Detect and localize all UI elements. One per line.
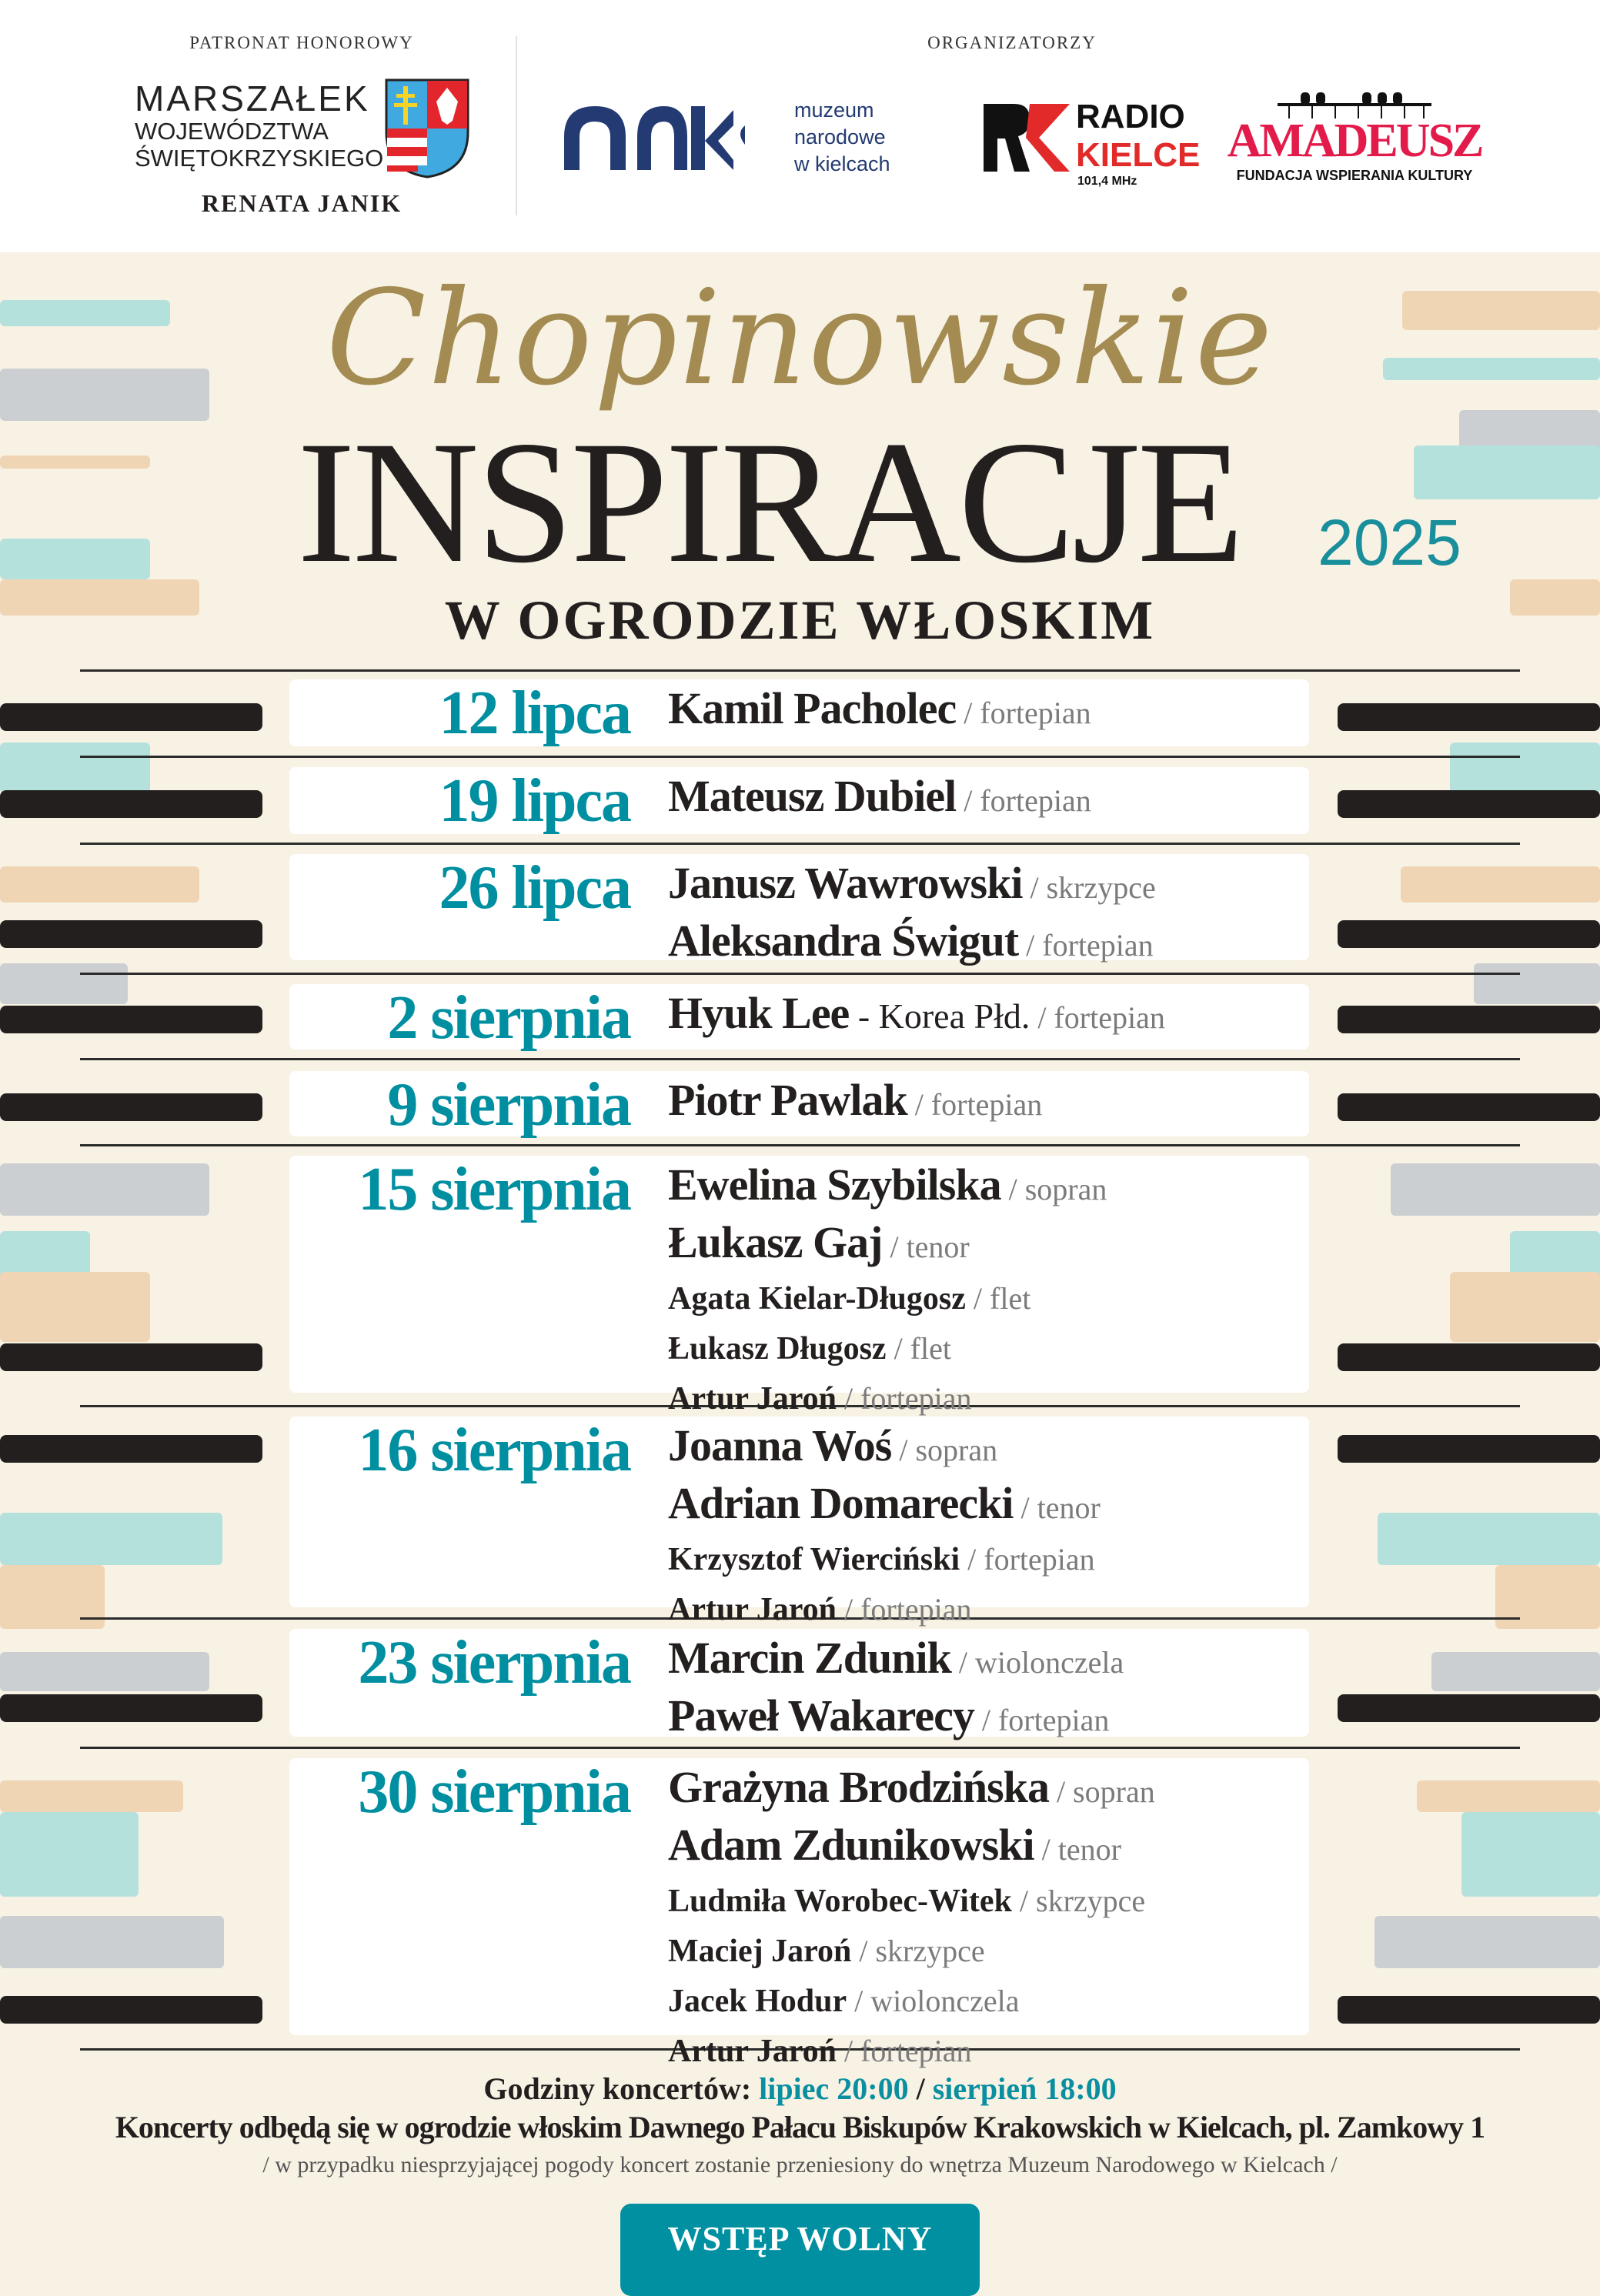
decorative-bar xyxy=(1391,1163,1600,1216)
radio-kielce-logo-icon xyxy=(984,104,1072,173)
performer xyxy=(668,1635,1124,1693)
performer-instrument: / tenor xyxy=(1013,1490,1101,1525)
performer-name: Adrian Domarecki xyxy=(668,1478,1014,1528)
decorative-bar xyxy=(1450,743,1600,793)
performer-name: Grażyna Brodzińska xyxy=(668,1762,1049,1812)
performer-instrument: / fortepian xyxy=(1018,928,1154,963)
concert-row xyxy=(289,1758,1309,2069)
radio-line1: RADIO xyxy=(1076,98,1185,135)
concert-row xyxy=(289,1071,1309,1139)
performer-instrument: / fortepian xyxy=(956,696,1091,730)
free-entry-badge: WSTĘP WOLNY xyxy=(620,2204,980,2296)
patronage-label: PATRONAT HONOROWY xyxy=(189,33,414,52)
marshal-line3: ŚWIĘTOKRZYSKIEGO xyxy=(135,145,384,172)
decorative-bar xyxy=(1375,1916,1600,1968)
performer-instrument: / fortepian xyxy=(836,1381,972,1416)
piano-key-left xyxy=(0,1093,262,1121)
museum-line3: w kielcach xyxy=(794,152,890,175)
piano-key-left xyxy=(0,703,262,731)
title-year: 2025 xyxy=(1318,506,1461,579)
performer-instrument: / fortepian xyxy=(960,1542,1095,1577)
weather-note: / w przypadku niesprzyjającej pogody koncert zostanie przeniesiony do wnętrza Muzeum Narodowego w Kielcach / xyxy=(262,2152,1338,2178)
hours-august: sierpień 18:00 xyxy=(932,2071,1117,2106)
concert-date: 12 lipca xyxy=(439,679,630,747)
divider-line xyxy=(80,843,1520,845)
performer-instrument: / fortepian xyxy=(956,783,1091,818)
piano-key-right xyxy=(1338,1006,1600,1033)
performer-list xyxy=(668,860,1156,976)
piano-key-left xyxy=(0,920,262,948)
performer-origin: - Korea Płd. xyxy=(849,996,1030,1036)
radio-kielce-name xyxy=(1076,100,1200,188)
coat-of-arms-icon xyxy=(385,78,469,179)
header-divider xyxy=(516,36,517,215)
radio-line2: KIELCE xyxy=(1076,136,1201,174)
decorative-bar xyxy=(0,1916,224,1968)
decorative-bar xyxy=(1417,1780,1600,1812)
sponsors-header xyxy=(0,0,1600,252)
piano-key-left xyxy=(0,1694,262,1722)
divider-line xyxy=(80,1144,1520,1146)
concert-row xyxy=(289,1417,1309,1627)
performer-instrument: / fortepian xyxy=(836,1592,972,1627)
performer xyxy=(668,1420,1101,1480)
amadeusz-logo xyxy=(1208,92,1501,185)
concert-date: 16 sierpnia xyxy=(358,1417,630,1484)
performer xyxy=(668,1690,1124,1750)
hours-july: lipiec 20:00 xyxy=(759,2071,909,2106)
marshal-line2: WOJEWÓDZTWA xyxy=(135,118,329,145)
piano-key-left xyxy=(0,1435,262,1463)
performer-name: Ewelina Szybilska xyxy=(668,1160,1001,1210)
performer-name: Kamil Pacholec xyxy=(668,683,957,733)
hours-separator: / xyxy=(908,2071,933,2106)
performer xyxy=(668,1880,1155,1930)
amadeusz-name: AMADEUSZ xyxy=(1227,115,1482,167)
piano-key-left xyxy=(0,1006,262,1033)
mnk-museum-logo-icon xyxy=(560,102,768,172)
performer-instrument: / tenor xyxy=(882,1230,970,1264)
performer-name: Krzysztof Wierciński xyxy=(668,1542,960,1577)
performer xyxy=(668,1162,1107,1220)
performer xyxy=(668,1538,1101,1588)
performer-instrument: / flet xyxy=(965,1281,1031,1316)
decorative-bar xyxy=(1401,866,1600,903)
venue-info: Koncerty odbędą się w ogrodzie włoskim Dawnego Pałacu Biskupów Krakowskich w Kielcach, pl. Zamkowy 1 xyxy=(115,2110,1485,2144)
performer-instrument: / skrzypce xyxy=(851,1934,985,1968)
museum-name xyxy=(794,97,890,178)
performer xyxy=(668,1822,1155,1880)
decorative-bar xyxy=(0,1163,209,1216)
performer-name: Łukasz Gaj xyxy=(668,1217,883,1267)
piano-key-right xyxy=(1338,790,1600,818)
performer xyxy=(668,1277,1107,1327)
decorative-bar xyxy=(1378,1513,1600,1565)
performer-name: Marcin Zdunik xyxy=(668,1633,951,1683)
decorative-bar xyxy=(0,456,150,469)
performer-name: Łukasz Długosz xyxy=(668,1331,887,1367)
performer-instrument: / wiolonczela xyxy=(847,1984,1020,2018)
concert-date: 2 sierpnia xyxy=(387,984,630,1052)
performer xyxy=(668,1980,1155,2030)
piano-key-right xyxy=(1338,1435,1600,1463)
performer-list xyxy=(668,683,1091,743)
performer-instrument: / fortepian xyxy=(1030,1000,1165,1035)
performer-list xyxy=(668,1162,1107,1427)
performer-name: Mateusz Dubiel xyxy=(668,771,957,821)
museum-line2: narodowe xyxy=(794,125,886,149)
piano-key-right xyxy=(1338,920,1600,948)
decorative-bar xyxy=(0,963,128,1004)
piano-key-right xyxy=(1338,1694,1600,1722)
marshal-logo xyxy=(135,78,384,172)
performer xyxy=(668,1480,1101,1538)
marshal-line1: MARSZAŁEK xyxy=(135,78,370,118)
performer-name: Paweł Wakarecy xyxy=(668,1690,974,1740)
performer-name: Jacek Hodur xyxy=(668,1984,847,2019)
piano-key-right xyxy=(1338,1343,1600,1371)
decorative-bar xyxy=(0,1272,150,1342)
performer-instrument: / wiolonczela xyxy=(950,1645,1124,1680)
divider-line xyxy=(80,669,1520,672)
performer-name: Maciej Jaroń xyxy=(668,1934,852,1969)
performer xyxy=(668,1764,1155,1822)
piano-key-left xyxy=(0,1996,262,2024)
performer-name: Piotr Pawlak xyxy=(668,1075,907,1125)
concert-row xyxy=(289,679,1309,746)
divider-line xyxy=(80,756,1520,758)
performer-instrument: / flet xyxy=(886,1331,951,1366)
performer-list xyxy=(668,990,1165,1048)
performer-name: Artur Jaroń xyxy=(668,1381,837,1417)
performer-instrument: / skrzypce xyxy=(1022,870,1156,905)
title-subtitle: W OGRODZIE WŁOSKIM xyxy=(444,589,1156,651)
hours-label: Godziny koncertów: xyxy=(483,2071,760,2106)
decorative-bar xyxy=(0,1812,139,1897)
decorative-bar xyxy=(0,1513,222,1565)
performer xyxy=(668,1217,1107,1277)
concert-date: 30 sierpnia xyxy=(358,1758,630,1826)
museum-line1: muzeum xyxy=(794,98,874,122)
decorative-bar xyxy=(0,1780,183,1812)
performer-name: Artur Jaroń xyxy=(668,2034,837,2069)
concert-row xyxy=(289,1156,1309,1417)
concert-date: 9 sierpnia xyxy=(387,1071,630,1139)
decorative-bar xyxy=(1431,1652,1600,1691)
performer-name: Agata Kielar-Długosz xyxy=(668,1281,966,1317)
performer xyxy=(668,1327,1107,1377)
title-script: Chopinowskie xyxy=(326,262,1274,415)
performer-name: Joanna Woś xyxy=(668,1420,892,1470)
performer-name: Ludmiła Worobec-Witek xyxy=(668,1884,1012,1919)
radio-frequency: 101,4 MHz xyxy=(1077,175,1137,188)
performer xyxy=(668,1930,1155,1980)
decorative-bar xyxy=(1474,963,1600,1004)
concert-date: 15 sierpnia xyxy=(358,1156,630,1223)
performer-name: Adam Zdunikowski xyxy=(668,1820,1034,1870)
concert-row xyxy=(289,1629,1309,1740)
performer-name: Janusz Wawrowski xyxy=(668,858,1023,908)
piano-keys-icon xyxy=(1278,92,1431,120)
performer-instrument: / fortepian xyxy=(836,2034,972,2068)
amadeusz-subtitle: FUNDACJA WSPIERANIA KULTURY xyxy=(1236,168,1473,183)
performer xyxy=(668,683,1091,743)
performer-instrument: / fortepian xyxy=(907,1087,1043,1122)
performer-name: Aleksandra Świgut xyxy=(668,916,1019,966)
piano-key-right xyxy=(1338,703,1600,731)
performer-list xyxy=(668,1077,1042,1135)
organizers-label: ORGANIZATORZY xyxy=(927,33,1097,52)
decorative-bar xyxy=(1450,1272,1600,1342)
decorative-bar xyxy=(1461,1812,1600,1897)
decorative-bar xyxy=(0,743,150,793)
performer-instrument: / skrzypce xyxy=(1011,1884,1146,1918)
decorative-bar xyxy=(0,539,150,579)
performer-instrument: / tenor xyxy=(1034,1832,1121,1867)
performer-list xyxy=(668,1420,1101,1638)
performer xyxy=(668,918,1156,976)
piano-key-left xyxy=(0,790,262,818)
concert-date: 23 sierpnia xyxy=(358,1629,630,1697)
piano-key-right xyxy=(1338,1996,1600,2024)
decorative-bar xyxy=(1414,446,1600,499)
performer-instrument: / fortepian xyxy=(974,1703,1110,1737)
performer xyxy=(668,990,1165,1048)
marshal-name: RENATA JANIK xyxy=(201,189,403,217)
piano-key-left xyxy=(0,1343,262,1371)
performer xyxy=(668,1077,1042,1135)
decorative-bar xyxy=(0,1652,209,1691)
piano-key-right xyxy=(1338,1093,1600,1121)
performer-list xyxy=(668,1764,1155,2080)
performer-instrument: / sopran xyxy=(1048,1774,1155,1809)
performer-name: Hyuk Lee xyxy=(668,988,850,1038)
concert-date: 19 lipca xyxy=(439,767,630,835)
decorative-bar xyxy=(0,866,199,903)
concert-row xyxy=(289,984,1309,1050)
performer-instrument: / sopran xyxy=(1000,1172,1107,1206)
concert-date: 26 lipca xyxy=(439,854,630,922)
performer-list xyxy=(668,773,1091,831)
performer xyxy=(668,773,1091,831)
divider-line xyxy=(80,1058,1520,1060)
concert-row xyxy=(289,767,1309,834)
performer-name: Artur Jaroń xyxy=(668,1592,837,1627)
concert-hours xyxy=(0,2071,1600,2107)
performer xyxy=(668,860,1156,918)
page-title: INSPIRACJE xyxy=(297,405,1241,599)
performer-instrument: / sopran xyxy=(891,1433,998,1467)
concert-row xyxy=(289,854,1309,966)
performer-list xyxy=(668,1635,1124,1750)
